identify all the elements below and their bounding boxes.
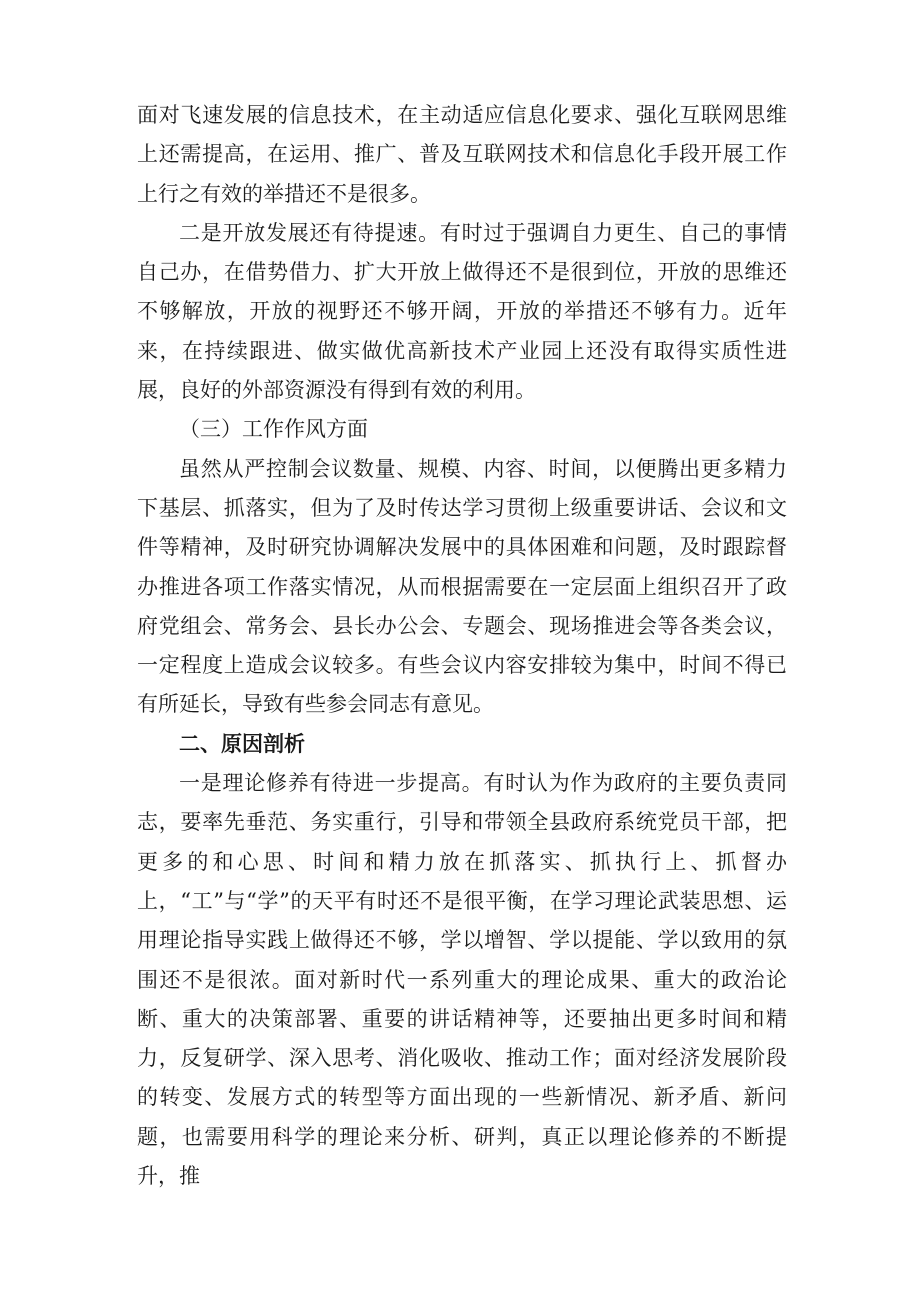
paragraph-open-development: 二是开放发展还有待提速。有时过于强调自力更生、自己的事情自己办，在借势借力、扩大开放上做得还不是很到位，开放的思维还不够解放，开放的视野还不够开阔，开放的举措还不够有力。近年来，在持续跟进、做实做优高新技术产业园上还没有取得实质性进展，良好的外部资源没有得到有效的利用。 xyxy=(137,220,787,403)
document-body xyxy=(137,96,787,1196)
paragraph-continuation: 面对飞速发展的信息技术，在主动适应信息化要求、强化互联网思维上还需提高，在运用、推广、普及互联网技术和信息化手段开展工作上行之有效的举措还不是很多。 xyxy=(137,103,787,206)
paragraph-theory-cultivation: 一是理论修养有待进一步提高。有时认为作为政府的主要负责同志，要率先垂范、务实重行，引导和带领全县政府系统党员干部，把更多的和心思、时间和精力放在抓落实、抓执行上、抓督办上，“工”与“学”的天平有时还不是很平衡，在学习理论武装思想、运用理论指导实践上做得还不够，学以增智、学以提能、学以致用的氛围还不是很浓。面对新时代一系列重大的理论成果、重大的政治论断、重大的决策部署、重要的讲话精神等，还要抽出更多时间和精力，反复研学、深入思考、消化吸收、推动工作；面对经济发展阶段的转变、发展方式的转型等方面出现的一些新情况、新矛盾、新问题，也需要用科学的理论来分析、研判，真正以理论修养的不断提升，推 xyxy=(137,771,787,1189)
section-heading-cause-analysis: 二、原因剖析 xyxy=(179,731,305,756)
paragraph-meetings: 虽然从严控制会议数量、规模、内容、时间，以便腾出更多精力下基层、抓落实，但为了及时传达学习贯彻上级重要讲话、会议和文件等精神，及时研究协调解决发展中的具体困难和问题，及时跟踪督办推进各项工作落实情况，从而根据需要在一定层面上组织召开了政府党组会、常务会、县长办公会、专题会、现场推进会等各类会议，一定程度上造成会议较多。有些会议内容安排较为集中，时间不得已有所延长，导致有些参会同志有意见。 xyxy=(137,456,787,717)
subheading-work-style: （三）工作作风方面 xyxy=(179,417,368,442)
